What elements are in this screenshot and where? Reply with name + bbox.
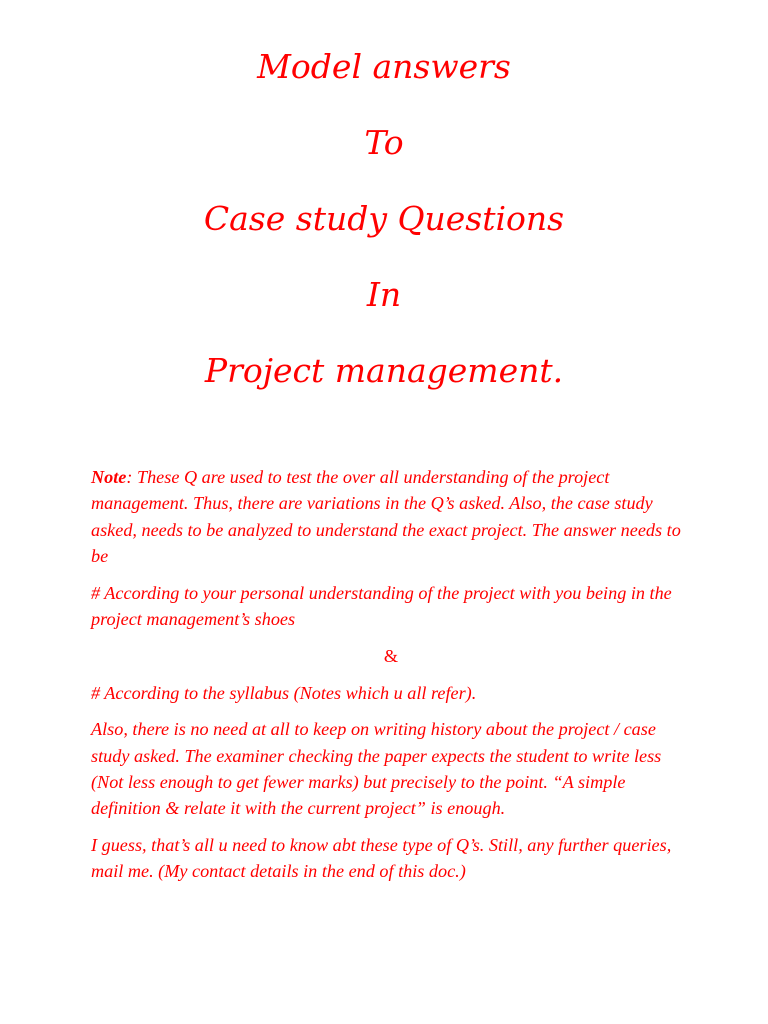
point-syllabus: # According to the syllabus (Notes which u all refer). [91, 682, 477, 703]
note-label: Note [91, 467, 127, 487]
title-line-5: Project management. [204, 351, 564, 390]
title-line-3: Case study Questions [203, 199, 565, 238]
title-line-4: In [366, 275, 402, 314]
body-text [91, 464, 691, 895]
note-text: : These Q are used to test the over all understanding of the project management. Thus, there are variations in the Q’s asked. Also, the case study asked, needs to be analyzed to understand the exact project. The answer needs to be [91, 467, 681, 566]
note-paragraph [91, 464, 691, 569]
paragraph-closing: I guess, that’s all u need to know abt these type of Q’s. Still, any further queries, mail me. (My contact details in the end of this doc.) [91, 835, 672, 882]
title-line-1: Model answers [257, 47, 511, 86]
point-personal-understanding: # According to your personal understanding of the project with you being in the project management’s shoes [91, 582, 672, 629]
title-line-2: To [364, 123, 404, 162]
ampersand-separator: & [383, 645, 399, 666]
title-block [0, 48, 768, 428]
paragraph-no-history: Also, there is no need at all to keep on writing history about the project / case study asked. The examiner checking the paper expects the student to write less (Not less enough to get fewer marks) but precisely to the point. “A simple definition & relate it with the current project” is enough. [91, 719, 662, 819]
